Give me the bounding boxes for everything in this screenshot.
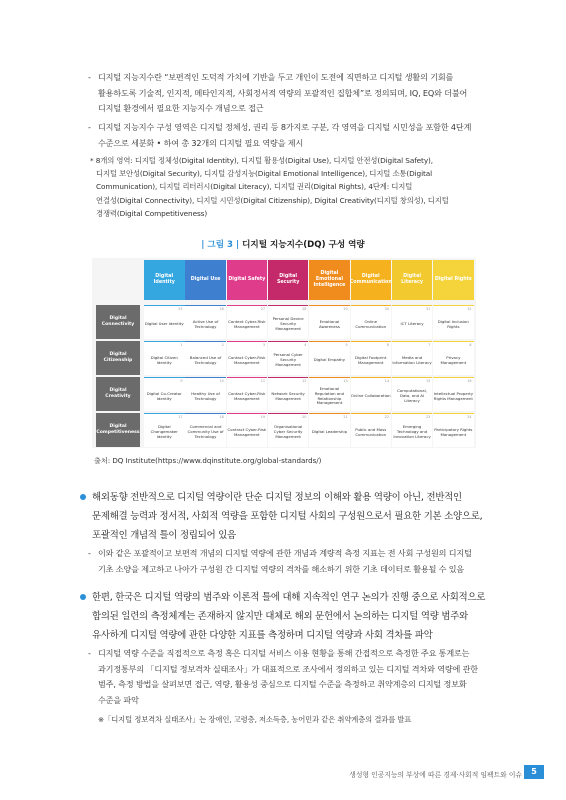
competency-number: 4 (304, 343, 307, 347)
section-2-note (98, 713, 530, 726)
competency-cell (185, 341, 226, 375)
section-1-sub-paragraph (88, 546, 530, 577)
competency-cell (268, 413, 309, 447)
competency-number: 23 (425, 415, 431, 419)
competency-label: Digital Leadership (311, 429, 348, 435)
competency-number: 30 (384, 307, 389, 311)
competency-cell (351, 305, 392, 339)
column-header: Digital Emotional Intelligence (309, 260, 350, 300)
competency-number: 32 (467, 307, 472, 311)
section-2-sub-paragraph (88, 646, 530, 708)
competency-label: Digital Inclusion Rights (437, 318, 469, 329)
text-line: 연결성(Digital Connectivity), 디지털 시민성(Digital Citizenship), Digital Creativity(디지털 창의성), 디지털 (96, 195, 449, 205)
section-1-paragraph (92, 488, 532, 545)
column-header: Digital Communication (351, 260, 392, 300)
figure-source: 출처: DQ Institute(https://www.dqinstitute.org/global-standards/) (94, 456, 322, 465)
figure-number-bar: | (201, 240, 208, 250)
competency-number: 18 (219, 415, 224, 419)
text-line: 포괄적인 개념적 틀이 정립되어 있음 (92, 530, 236, 541)
competency-number: 31 (425, 307, 431, 311)
text-line: 디지털 환경에서 필요한 지능지수 개념으로 접근 (98, 103, 264, 113)
competency-label: Personal Device Security Management (272, 316, 304, 331)
column-header: Digital Security (268, 260, 309, 300)
competency-cell (309, 305, 350, 339)
competency-number: 3 (262, 343, 266, 347)
competency-number: 7 (428, 343, 431, 347)
competency-cell (185, 413, 226, 447)
text-line: 수준을 파악 (98, 694, 139, 705)
section-2-paragraph (92, 588, 532, 645)
intro-footnote (90, 154, 526, 220)
footer-title: 생성형 인공지능의 부상에 따른 경제·사회적 임팩트와 이슈 (349, 771, 522, 779)
intro-paragraph-1 (88, 70, 528, 117)
text-line: 경쟁력(Digital Competitiveness) (96, 208, 208, 218)
competency-number: 22 (384, 415, 389, 419)
competency-number: 2 (221, 343, 224, 347)
competency-number: 10 (219, 379, 224, 383)
competency-label: Digital Co-Creator Identity (146, 390, 182, 401)
competency-number: 24 (467, 415, 472, 419)
competency-cell (309, 341, 350, 375)
competency-number: 28 (302, 307, 307, 311)
dash-marker: - (88, 548, 91, 558)
text-line: 활용하도록 기술적, 인지적, 메타인지적, 사회정서적 역량의 포괄적인 집합체”로 정의되며, IQ, EQ와 더불어 (98, 87, 468, 98)
competency-number: 16 (467, 379, 472, 383)
competency-number: 26 (219, 307, 224, 311)
competency-label: Digital Changemaker Identity (150, 424, 178, 439)
text-line: * 8개의 영역: 디지털 정체성(Digital Identity), 디지털 활용성(Digital Use), 디지털 안전성(Digital Safety), (90, 156, 434, 165)
competency-cell (185, 305, 226, 339)
competency-label: Media and Information Literacy (392, 354, 432, 365)
competency-label: Digital Empathy (313, 357, 346, 363)
competency-number: 12 (302, 379, 307, 383)
competency-label: ICT Literacy (400, 321, 424, 327)
competency-cell (351, 413, 392, 447)
competency-number: 17 (178, 415, 183, 419)
competency-label: Digital Footprint Management (355, 354, 387, 365)
competency-label: Digital Citizen Identity (150, 354, 178, 365)
competency-number: 6 (386, 343, 389, 347)
competency-number: 13 (343, 379, 348, 383)
competency-label: Organisational Cyber Security Management (273, 424, 303, 439)
competency-cell (433, 305, 474, 339)
competency-number: 29 (343, 307, 348, 311)
competency-label: Public and Mass Communication (355, 426, 387, 437)
competency-label: Emerging Technology and Innovation Literacy (393, 424, 431, 439)
competency-label: Emotional Regulation and Relationship Management (314, 385, 345, 406)
competency-label: Privacy Management (440, 354, 467, 365)
competency-label: Contact Cyber-Risk Management (228, 390, 266, 401)
figure-caption: 디지털 지능지수(DQ) 구성 역량 (242, 240, 365, 250)
row-header: Digital Connectivity (96, 305, 140, 339)
text-line: 디지털 보안성(Digital Security), 디지털 감성지능(Digital Emotional Intelligence), 디지털 소통(Digital (96, 169, 433, 179)
text-line: 과기정통부의 「디지털 정보격차 실태조사」가 대표적으로 조사에서 정의하고 있는 디지털 격차와 역량에 관한 (98, 663, 478, 674)
competency-label: Online Collaboration (350, 393, 391, 399)
competency-label: Contact Cyber-Risk Management (228, 354, 266, 365)
competency-number: 25 (178, 307, 183, 311)
competency-cell (433, 413, 474, 447)
competency-label: Participatory Rights Management (434, 426, 473, 437)
competency-label: Contract Cyber-Risk Management (227, 426, 267, 437)
competency-cell (144, 413, 185, 447)
competency-cell (392, 377, 433, 411)
competency-number: 14 (384, 379, 389, 383)
competency-cell (392, 305, 433, 339)
blue-bullet-icon (80, 494, 86, 500)
text-line: 합의된 일련의 측정체계는 존재하지 않지만 대체로 해외 문헌에서 논의하는 디지털 역량 범주와 (92, 611, 468, 622)
column-header: Digital Rights (433, 260, 474, 300)
intro-paragraph-2 (88, 120, 528, 151)
row-header: Digital Citizenship (96, 341, 140, 375)
text-line: 디지털 지능지수 구성 영역은 디지털 정체성, 권리 등 8가지로 구분, 각 영역을 디지털 시민성을 포함한 4단계 (98, 122, 472, 132)
dash-marker: - (88, 122, 91, 132)
dash-marker: - (88, 72, 91, 82)
competency-label: Online Communication (355, 318, 387, 329)
competency-cell (185, 377, 226, 411)
competency-number: 8 (469, 343, 472, 347)
competency-label: Computational, Data, and AI Literacy (397, 388, 427, 403)
competency-number: 1 (180, 343, 183, 347)
competency-cell (392, 341, 433, 375)
row-header: Digital Competitiveness (96, 413, 140, 447)
text-line: 범주, 측정 방법을 살펴보면 접근, 역량, 활용성 중심으로 디지털 수준을 측정하고 취약계층의 디지털 정보화 (98, 679, 467, 689)
text-line: 수준으로 세분화 • 하여 총 32개의 디지털 필요 역량을 제시 (98, 137, 304, 148)
column-header: Digital Literacy (392, 260, 433, 300)
competency-cell (392, 413, 433, 447)
competency-cell (309, 377, 350, 411)
competency-number: 21 (343, 415, 348, 419)
competency-number: 19 (260, 415, 266, 419)
competency-label: Emotional Awareness (318, 318, 340, 329)
text-line: ※「디지털 정보격차 실태조사」는 장애인, 고령층, 저소득층, 농어민과 같은 취약계층의 결과를 발표 (98, 715, 412, 724)
page-number: 5 (524, 765, 544, 779)
competency-cell (227, 413, 268, 447)
competency-label: Balanced Use of Technology (189, 354, 222, 365)
competency-cell (351, 341, 392, 375)
competency-label: Healthy Use of Technology (191, 390, 220, 401)
competency-cell (227, 341, 268, 375)
competency-label: Intellectual Property Rights Management (433, 390, 474, 401)
competency-number: 5 (345, 343, 348, 347)
competency-cell (351, 377, 392, 411)
text-line: 디지털 역량 수준을 직접적으로 측정 혹은 디지털 서비스 이용 현황을 통해 간접적으로 측정한 주요 통계로는 (98, 648, 470, 658)
competency-label: Digital User Identity (144, 321, 184, 327)
competency-number: 20 (302, 415, 307, 419)
column-header: Digital Safety (227, 260, 268, 300)
blue-bullet-icon (80, 594, 86, 600)
competency-cell (144, 377, 185, 411)
column-header: Digital Identity (144, 260, 185, 300)
competency-cell (433, 377, 474, 411)
figure-title: | 그림 3 | 디지털 지능지수(DQ) 구성 역량 (201, 240, 365, 250)
competency-label: Commercial and Community Use of Technology (187, 424, 224, 439)
competency-number: 11 (260, 379, 266, 383)
competency-cell (268, 341, 309, 375)
competency-cell (268, 377, 309, 411)
competency-cell (227, 305, 268, 339)
text-line: 이와 같은 포괄적이고 보편적 개념의 디지털 역량에 관한 개념과 계량적 측정 지표는 전 사회 구성원의 디지털 (98, 548, 472, 558)
text-line: 해외동향 전반적으로 디지털 역량이란 단순 디지털 정보의 이해와 활용 역량이 아닌, 전반적인 (92, 492, 462, 503)
competency-label: Network Security Management (271, 390, 305, 401)
column-header: Digital Use (185, 260, 226, 300)
competency-cell (227, 377, 268, 411)
text-line: 유사하게 디지털 역량에 관한 다양한 지표를 측정하며 디지털 역량과 사회 격차를 파악 (92, 630, 433, 641)
competency-cell (144, 341, 185, 375)
competency-number: 27 (260, 307, 266, 311)
competency-label: Content Cyber-Risk Management (228, 318, 266, 329)
text-line: Communication), 디지털 리터러시(Digital Literacy), 디지털 권리(Digital Rights), 4단계: 디지털 (96, 182, 413, 192)
dq-competency-grid (92, 258, 476, 448)
competency-cell (433, 341, 474, 375)
row-header: Digital Creativity (96, 377, 140, 411)
competency-label: Active Use of Technology (192, 318, 219, 329)
competency-cell (309, 413, 350, 447)
competency-number: 9 (180, 379, 183, 383)
dash-marker: - (88, 648, 91, 658)
competency-label: Personal Cyber Security Management (273, 352, 303, 367)
text-line: 문제해결 능력과 정서적, 사회적 역량을 포함한 디지털 사회의 구성원으로서 필요한 기본 소양으로, (92, 511, 483, 522)
text-line: 기초 소양을 제고하고 나아가 구성원 간 디지털 역량의 격차를 해소하기 위한 기초 데이터로 활용될 수 있음 (98, 563, 465, 574)
figure-label: 그림 3 (207, 240, 233, 250)
competency-cell (144, 305, 185, 339)
text-line: 한편, 한국은 디지털 역량의 범주와 이론적 틀에 대해 지속적인 연구 논의가 진행 중으로 사회적으로 (92, 592, 486, 603)
competency-cell (268, 305, 309, 339)
competency-number: 15 (425, 379, 431, 383)
text-line: 디지털 지능지수란 “보편적인 도덕적 가치에 기반을 두고 개인이 도전에 직면하고 디지털 생활의 기회를 (98, 72, 454, 82)
